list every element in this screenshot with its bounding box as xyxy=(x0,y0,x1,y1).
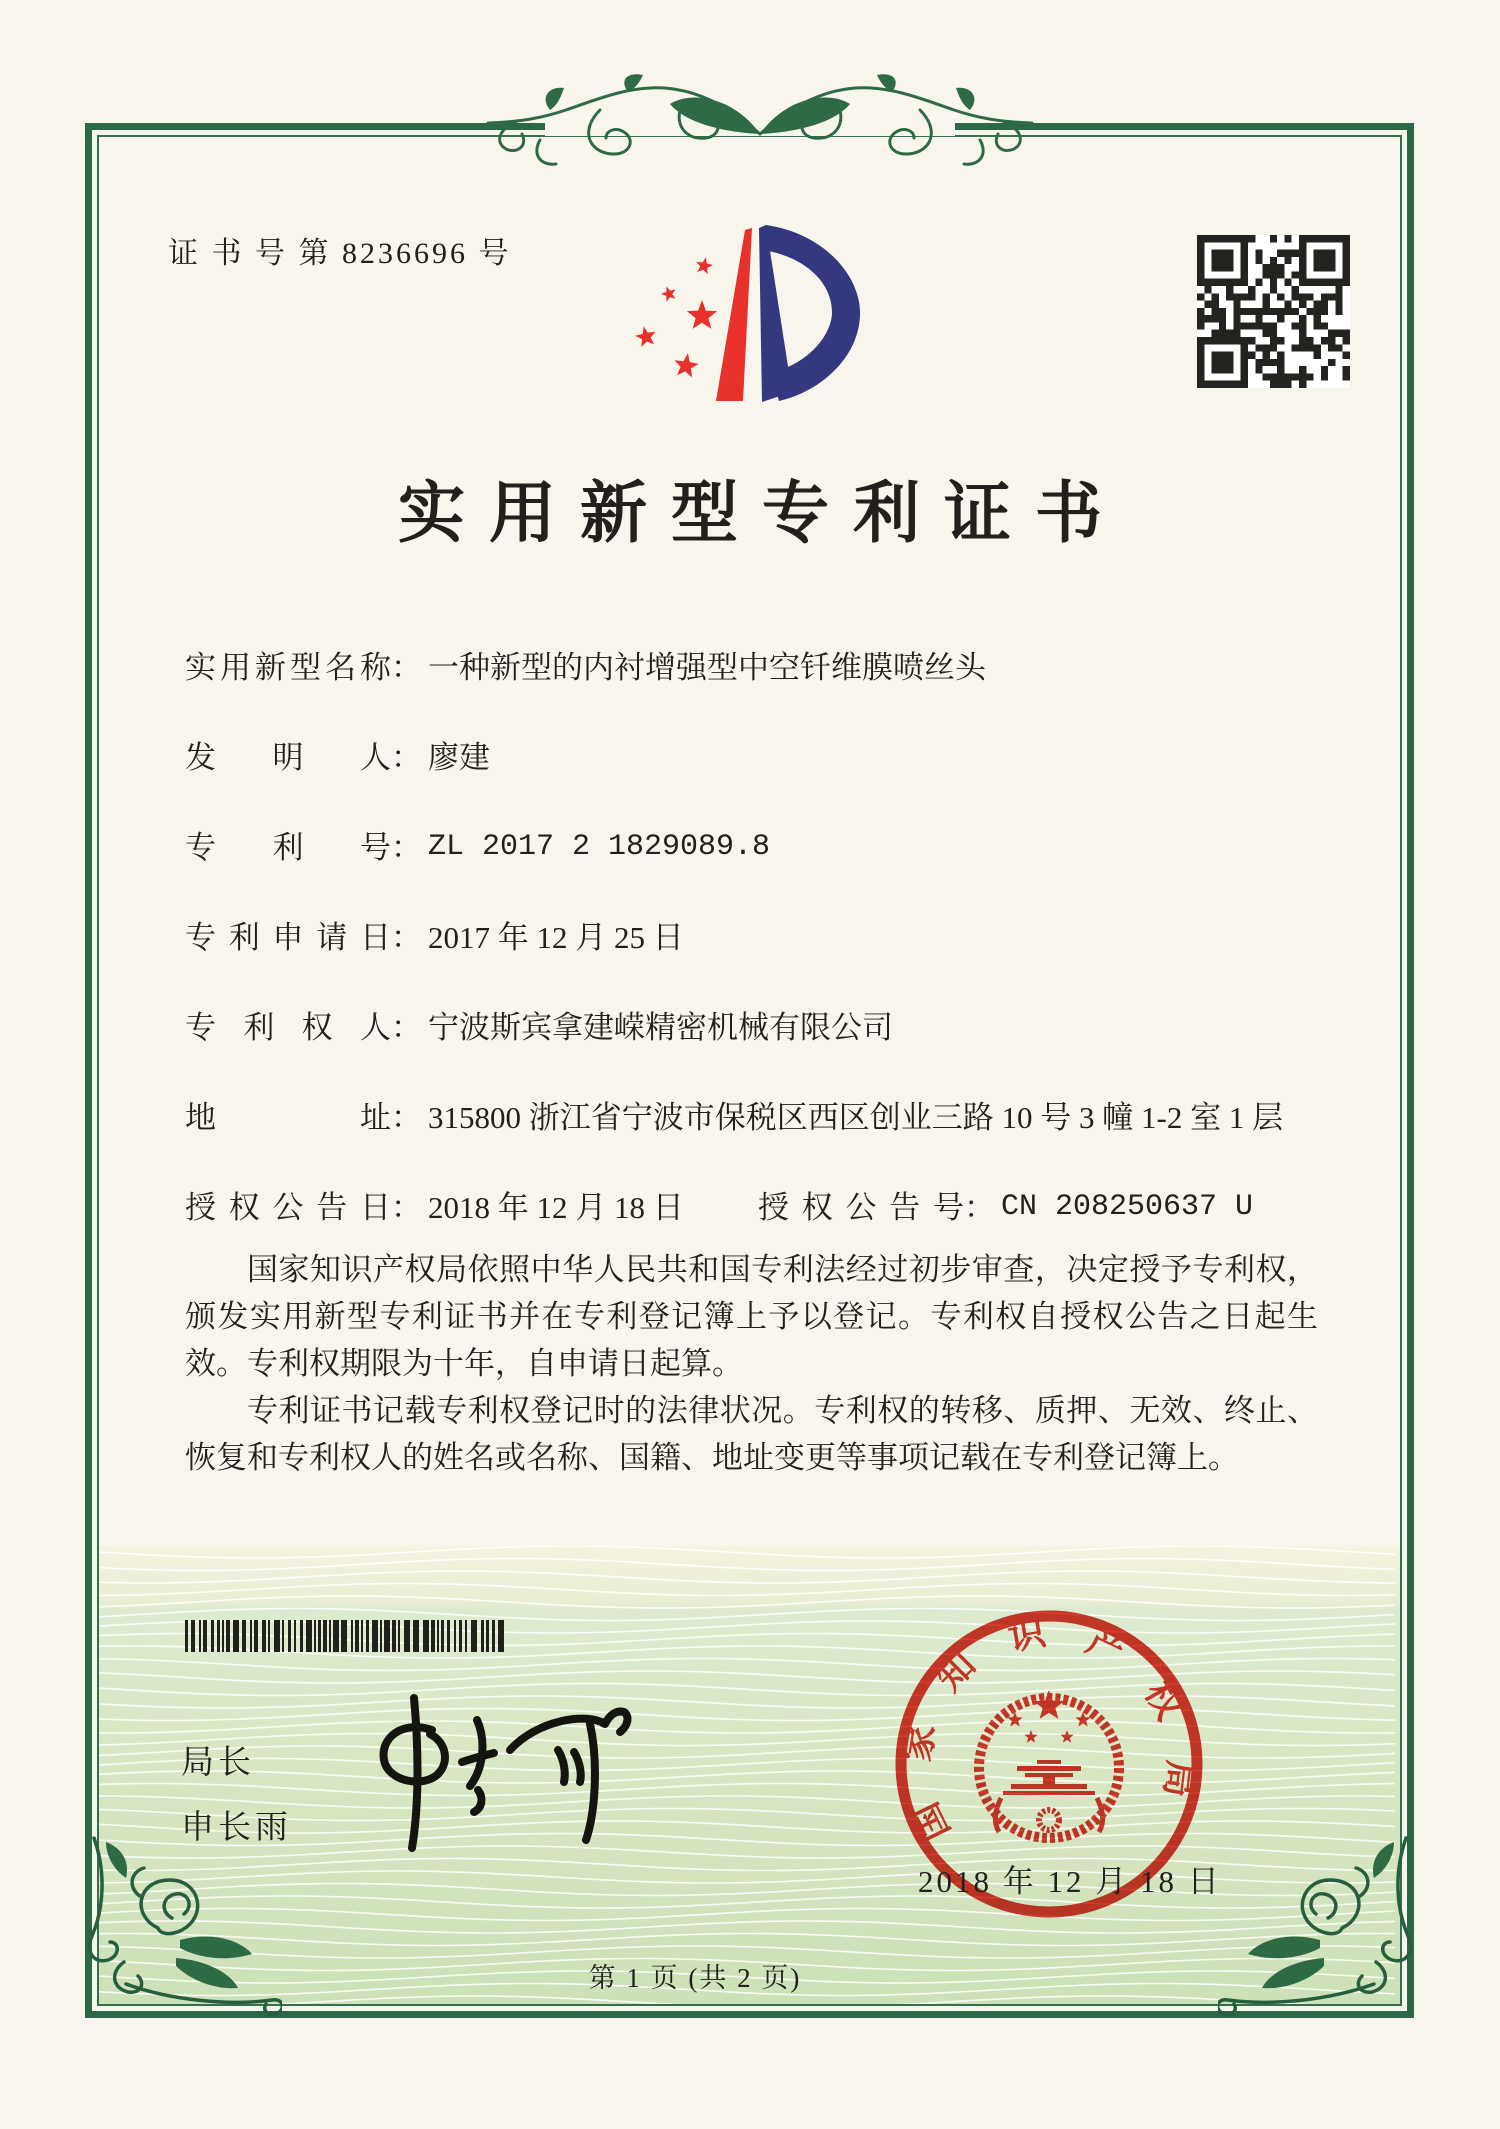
field-value: 廖建 xyxy=(428,740,490,775)
field-row-patent-number xyxy=(185,825,1365,870)
field-label: 实用新型名称 xyxy=(185,650,391,685)
field-row-grant xyxy=(185,1185,1365,1230)
barcode-icon xyxy=(183,1620,505,1652)
page-number-footer: 第 1 页 (共 2 页) xyxy=(588,1963,802,1993)
field-colon: ： xyxy=(391,1190,422,1225)
signer-title: 局长 xyxy=(181,1745,255,1781)
field-colon: ： xyxy=(391,1100,422,1135)
field-colon: ： xyxy=(391,1010,422,1045)
grant-no-value: CN 208250637 U xyxy=(1001,1190,1254,1224)
seal-arc-text: 国家知识产权局 xyxy=(897,1612,1202,1848)
certificate-body-text xyxy=(185,1246,1318,1481)
grant-date-value: 2018 年 12 月 18 日 xyxy=(428,1190,684,1225)
field-colon: ： xyxy=(391,830,422,865)
certificate-number: 证 书 号 第 8236696 号 xyxy=(168,237,512,270)
field-label: 发明人 xyxy=(185,740,391,775)
inner-border-frame xyxy=(97,135,1402,2006)
field-label: 专利申请日 xyxy=(185,920,391,955)
qr-code-icon xyxy=(1197,235,1350,388)
certificate-title: 实用新型专利证书 xyxy=(398,477,1126,551)
signer-name: 申长雨 xyxy=(181,1810,292,1846)
seal-date: 2018 年 12 月 18 日 xyxy=(918,1864,1222,1899)
field-label: 专利号 xyxy=(185,830,391,865)
field-value: 2017 年 12 月 25 日 xyxy=(428,920,684,955)
director-signature-icon xyxy=(362,1690,654,1870)
cnipa-patent-logo-icon xyxy=(612,194,898,412)
field-row-name xyxy=(185,645,1365,690)
bottom-left-corner-ornament-icon xyxy=(80,1836,282,2026)
top-scroll-ornament-icon xyxy=(480,70,1040,182)
field-row-patentee xyxy=(185,1005,1365,1050)
field-label: 地址 xyxy=(185,1100,391,1135)
body-paragraph: 国家知识产权局依照中华人民共和国专利法经过初步审查，决定授予专利权，颁发实用新型专利证书并在专利登记簿上予以登记。专利权自授权公告之日起生效。专利权期限为十年，自申请日起算。 xyxy=(185,1252,1318,1381)
grant-no-label: 授权公告号 xyxy=(758,1190,964,1225)
field-value: ZL 2017 2 1829089.8 xyxy=(428,830,771,864)
field-label: 专利权人 xyxy=(185,1010,391,1045)
bottom-right-corner-ornament-icon xyxy=(1218,1836,1420,2026)
field-row-inventor xyxy=(185,735,1365,780)
field-colon: ： xyxy=(391,740,422,775)
field-value: 315800 浙江省宁波市保税区西区创业三路 10 号 3 幢 1-2 室 1 层 xyxy=(428,1100,1284,1135)
field-row-filing-date xyxy=(185,915,1365,960)
field-value: 一种新型的内衬增强型中空钎维膜喷丝头 xyxy=(428,650,986,685)
field-colon: ： xyxy=(391,920,422,955)
field-row-address xyxy=(185,1095,1365,1140)
grant-date-label: 授权公告日 xyxy=(185,1190,391,1225)
field-value: 宁波斯宾拿建嵘精密机械有限公司 xyxy=(428,1010,893,1045)
field-colon: ： xyxy=(391,650,422,685)
field-colon: ： xyxy=(964,1190,995,1225)
body-paragraph: 专利证书记载专利权登记时的法律状况。专利权的转移、质押、无效、终止、恢复和专利权人的姓名或名称、国籍、地址变更等事项记载在专利登记簿上。 xyxy=(185,1393,1318,1475)
